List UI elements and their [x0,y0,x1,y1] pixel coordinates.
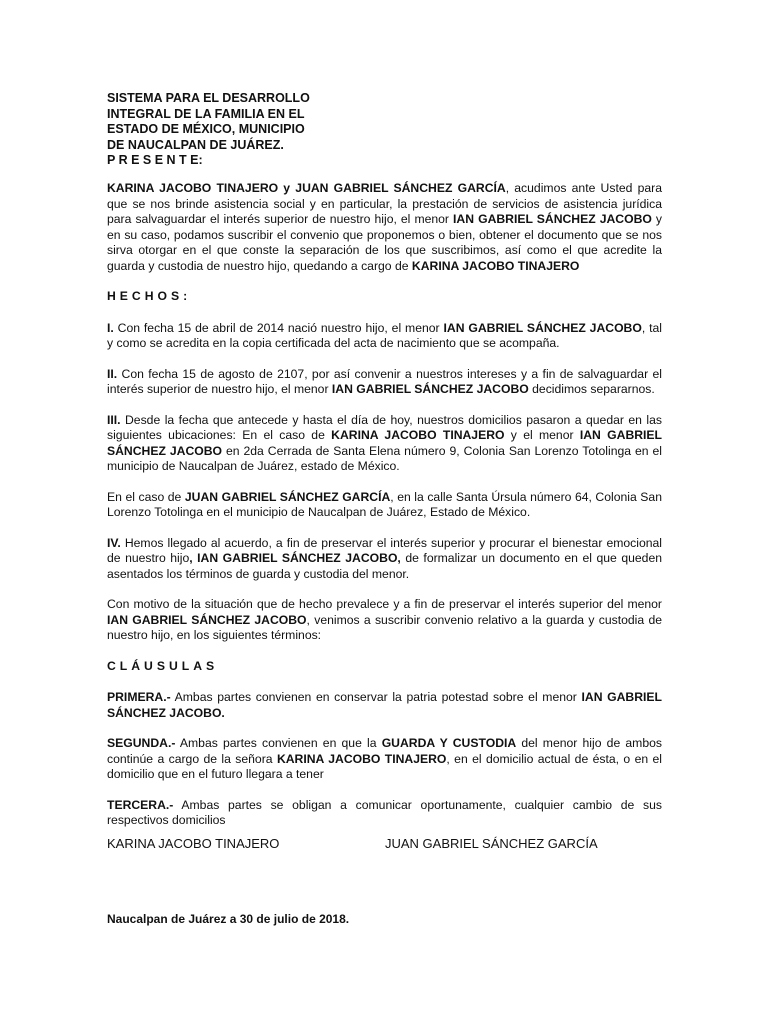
hecho-iii: III. Desde la fecha que antecede y hasta el día de hoy, nuestros domicilios pasaron a quedar en las siguientes ubicaciones: En el caso de KARINA JACOBO TINAJERO y el menor IAN GABRIEL SÁNCHEZ JACOBO en 2da Cerrada de Santa Elena número 9, Colonia San Lorenzo Totolinga en el municipio de Naucalpan de Juárez, estado de México. [107,412,663,473]
hecho-ii: II. Con fecha 15 de agosto de 2107, por así convenir a nuestros intereses y a fin de salvaguardar el interés superior de nuestro hijo, el menor IAN GABRIEL SÁNCHEZ JACOBO decidimos separarnos. [107,366,662,396]
clausulas-heading: CLÁUSULAS [107,658,219,673]
presente-line: P R E S E N T E: [107,153,203,168]
intro-paragraph: KARINA JACOBO TINAJERO y JUAN GABRIEL SÁNCHEZ GARCÍA, acudimos ante Usted para que se nos brinde asistencia social y en particular, la prestación de servicios de asistencia jurídica para salvaguardar el interés superior de nuestro hijo, el menor IAN GABRIEL SÁNCHEZ JACOBO y en su caso, podamos suscribir el convenio que proponemos o bien, obtener el documento que se nos sirva otorgar en el que conste la separación de los que suscribimos, así como el que acredite la guarda y custodia de nuestro hijo, quedando a cargo de KARINA JACOBO TINAJERO [107,181,663,273]
document-body [107,181,662,844]
minor-name: IAN GABRIEL SÁNCHEZ JACOBO [453,212,652,226]
clausula-segunda: SEGUNDA.- Ambas partes convienen en que la GUARDA Y CUSTODIA del menor hijo de ambos continúe a cargo de la señora KARINA JACOBO TINAJERO, en el domicilio actual de ésta, o en el domicilio que en el futuro llegara a tener [107,736,662,781]
hecho-i: I. Con fecha 15 de abril de 2014 nació nuestro hijo, el menor IAN GABRIEL SÁNCHEZ JACOBO, tal y como se acredita en la copia certificada del acta de nacimiento que se acompaña. [107,320,662,350]
clausula-primera: PRIMERA.- Ambas partes convienen en conservar la patria potestad sobre el menor IAN GABRIEL SÁNCHEZ JACOBO. [107,690,662,720]
motive-paragraph: Con motivo de la situación que de hecho prevalece y a fin de preservar el interés superior del menor IAN GABRIEL SÁNCHEZ JACOBO, venimos a suscribir convenio relativo a la guarda y custodia de nuestro hijo, en los siguientes términos: [107,597,662,642]
custodian-name: KARINA JACOBO TINAJERO [411,258,580,273]
signature-party-1: KARINA JACOBO TINAJERO [107,836,280,851]
signature-party-2: JUAN GABRIEL SÁNCHEZ GARCÍA [385,836,598,851]
addressee-line: DE NAUCALPAN DE JUÁREZ. [107,137,284,152]
hecho-iv: IV. Hemos llegado al acuerdo, a fin de preservar el interés superior y procurar el bienestar emocional de nuestro hijo, IAN GABRIEL SÁNCHEZ JACOBO, de formalizar un documento en el que queden asentados los términos de guarda y custodia del menor. [107,535,663,581]
hechos-heading: HECHOS: [107,289,192,303]
hecho-iii-continued: En el caso de JUAN GABRIEL SÁNCHEZ GARCÍA, en la calle Santa Úrsula número 64, Colonia San Lorenzo Totolinga en el municipio de Naucalpan de Juárez, Estado de México. [107,489,662,519]
addressee-line: INTEGRAL DE LA FAMILIA EN EL [107,106,305,121]
addressee-line: ESTADO DE MÉXICO, MUNICIPIO [107,122,305,137]
place-date: Naucalpan de Juárez a 30 de julio de 2018. [107,912,350,926]
parties-names: KARINA JACOBO TINAJERO y JUAN GABRIEL SÁNCHEZ GARCÍA [107,181,506,195]
clausula-tercera: TERCERA.- Ambas partes se obligan a comunicar oportunamente, cualquier cambio de sus respectivos domicilios [107,797,662,827]
addressee-line: SISTEMA PARA EL DESARROLLO [107,91,310,105]
addressee-block [107,91,310,169]
